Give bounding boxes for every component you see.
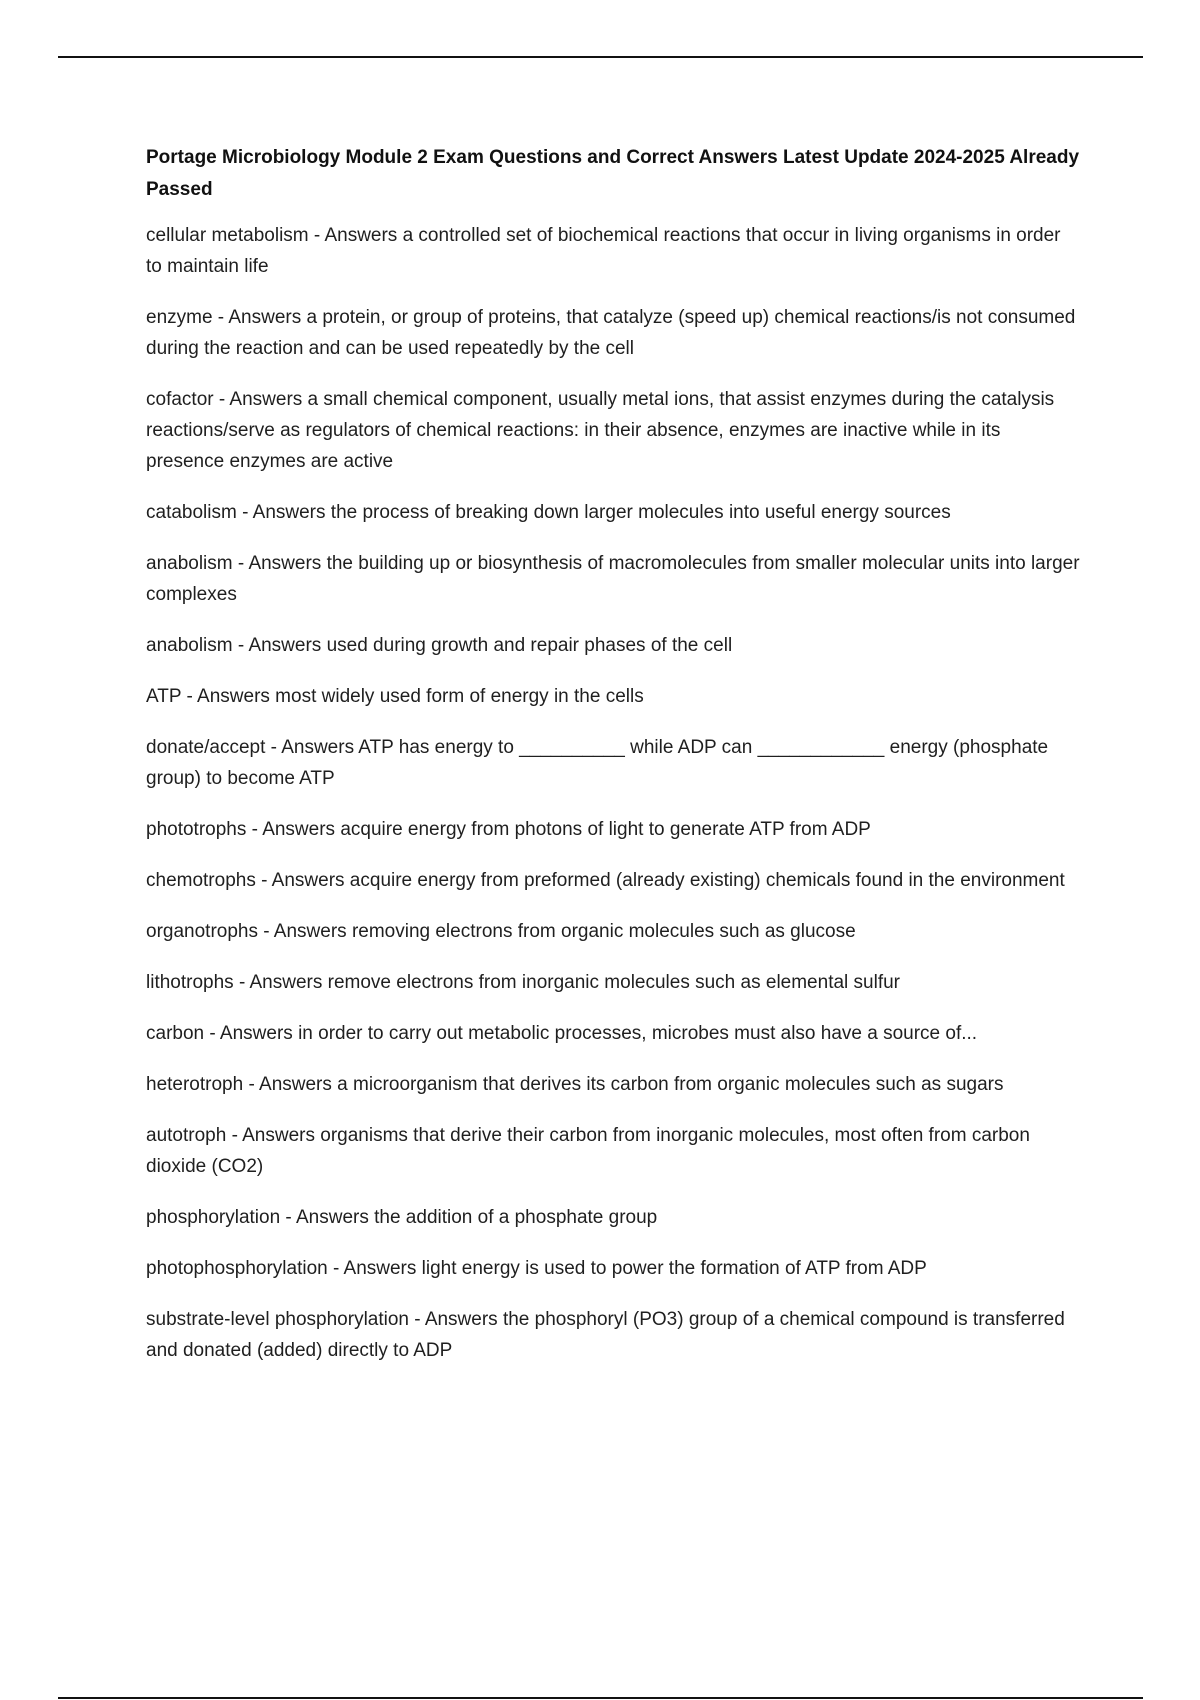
top-divider: [58, 56, 1143, 58]
qa-entry-enzyme: enzyme - Answers a protein, or group of proteins, that catalyze (speed up) chemical reactions/is not consumed during the reaction and can be used repeatedly by the cell: [146, 307, 1076, 359]
qa-entry-carbon: carbon - Answers in order to carry out metabolic processes, microbes must also have a source of...: [146, 1023, 978, 1044]
qa-entry-atp: ATP - Answers most widely used form of energy in the cells: [146, 686, 644, 707]
bottom-divider: [58, 1697, 1143, 1699]
qa-entry-anabolism: anabolism - Answers the building up or biosynthesis of macromolecules from smaller molecular units into larger complexes: [146, 553, 1080, 605]
qa-entry-cofactor: cofactor - Answers a small chemical component, usually metal ions, that assist enzymes during the catalysis reactions/serve as regulators of chemical reactions: in their absence, enzymes are inactive while in its presence enzymes are active: [146, 389, 1055, 472]
qa-entry-phosphorylation: phosphorylation - Answers the addition of a phosphate group: [146, 1207, 658, 1228]
qa-entry-heterotroph: heterotroph - Answers a microorganism that derives its carbon from organic molecules such as sugars: [146, 1074, 1004, 1095]
qa-entry-cellular-metabolism: cellular metabolism - Answers a controlled set of biochemical reactions that occur in living organisms in order to maintain life: [146, 225, 1061, 277]
qa-entry-donate-accept: donate/accept - Answers ATP has energy to __________ while ADP can ____________ energy (phosphate group) to become ATP: [146, 737, 1049, 789]
qa-entry-anabolism-growth: anabolism - Answers used during growth and repair phases of the cell: [146, 635, 733, 656]
qa-entry-autotroph: autotroph - Answers organisms that derive their carbon from inorganic molecules, most often from carbon dioxide (CO2): [146, 1125, 1030, 1177]
qa-entry-catabolism: catabolism - Answers the process of breaking down larger molecules into useful energy sources: [146, 502, 951, 523]
qa-entry-chemotrophs: chemotrophs - Answers acquire energy from preformed (already existing) chemicals found in the environment: [146, 870, 1065, 891]
qa-entry-organotrophs: organotrophs - Answers removing electrons from organic molecules such as glucose: [146, 921, 856, 942]
qa-entry-substrate-level-phosphorylation: substrate-level phosphorylation - Answers the phosphoryl (PO3) group of a chemical compound is transferred and donated (added) directly to ADP: [146, 1309, 1065, 1361]
document-title: Portage Microbiology Module 2 Exam Questions and Correct Answers Latest Update 2024-2025 Already Passed: [146, 147, 1080, 200]
qa-entry-lithotrophs: lithotrophs - Answers remove electrons from inorganic molecules such as elemental sulfur: [146, 972, 900, 993]
qa-entry-phototrophs: phototrophs - Answers acquire energy from photons of light to generate ATP from ADP: [146, 819, 871, 840]
document-body: [146, 142, 1081, 1386]
qa-entry-photophosphorylation: photophosphorylation - Answers light energy is used to power the formation of ATP from ADP: [146, 1258, 927, 1279]
